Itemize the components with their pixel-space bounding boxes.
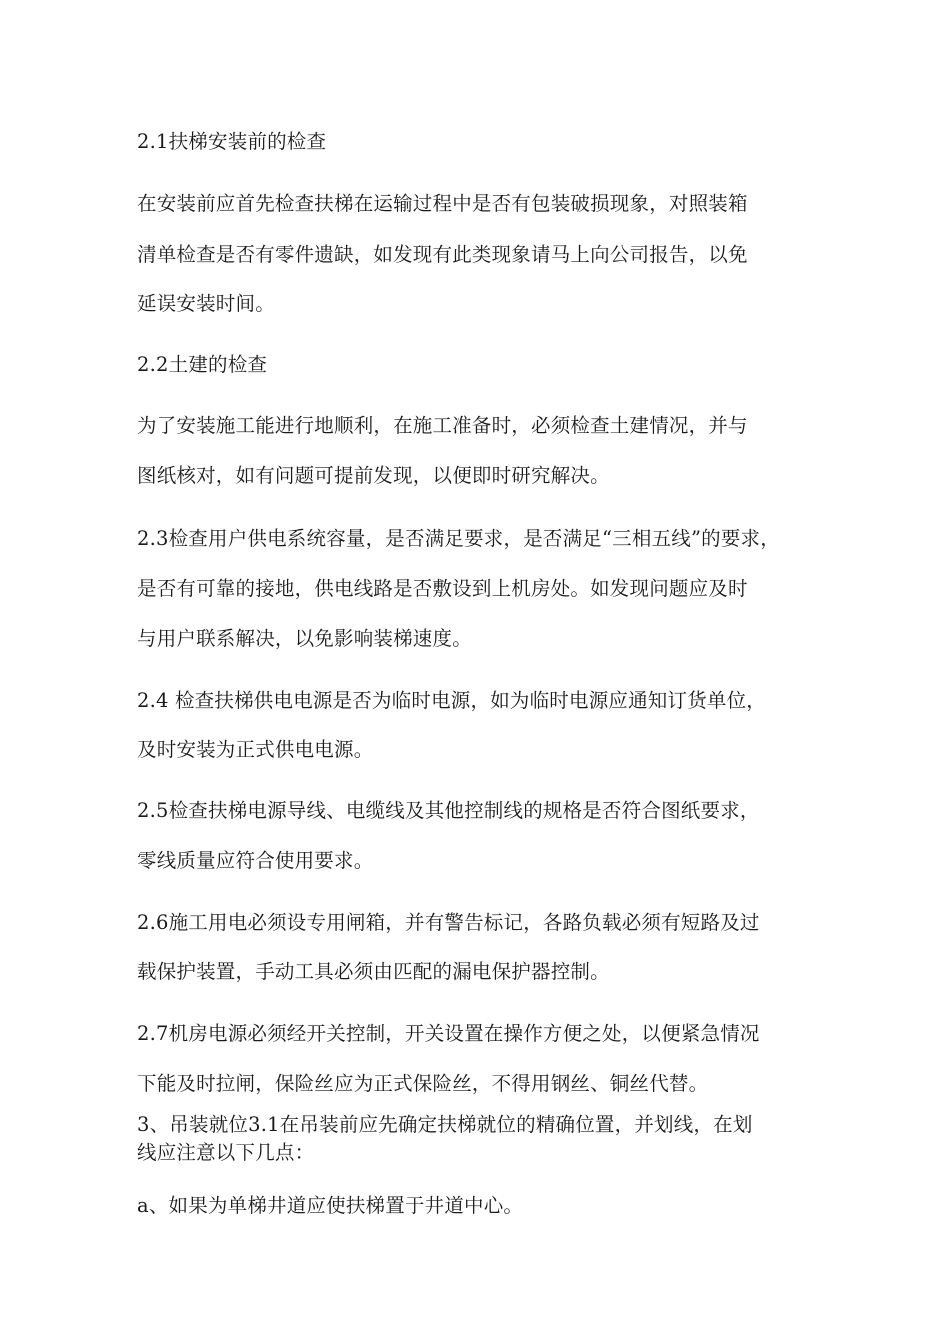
paragraph-line: 图纸核对，如有问题可提前发现，以便即时研究解决。 bbox=[137, 464, 610, 487]
list-item-a: a、如果为单梯井道应使扶梯置于井道中心。 bbox=[137, 1194, 524, 1217]
section-heading-2-1: 2.1扶梯安装前的检查 bbox=[137, 130, 327, 153]
paragraph-line-3: 3、吊装就位3.1在吊装前应先确定扶梯就位的精确位置，并划线，在划 bbox=[137, 1113, 753, 1136]
paragraph-line: 清单检查是否有零件遗缺，如发现有此类现象请马上向公司报告，以免 bbox=[137, 243, 748, 266]
paragraph-line-2-3: 2.3检查用户供电系统容量，是否满足要求，是否满足“三相五线”的要求， bbox=[137, 527, 780, 550]
paragraph-line-2-5: 2.5检查扶梯电源导线、电缆线及其他控制线的规格是否符合图纸要求， bbox=[137, 799, 760, 822]
paragraph-line: 及时安装为正式供电电源。 bbox=[137, 738, 374, 761]
paragraph-line-2-7: 2.7机房电源必须经开关控制，开关设置在操作方便之处，以便紧急情况 bbox=[137, 1022, 760, 1045]
paragraph-line-2-6: 2.6施工用电必须设专用闸箱，并有警告标记，各路负载必须有短路及过 bbox=[137, 911, 760, 934]
paragraph-line: 载保护装置，手动工具必须由匹配的漏电保护器控制。 bbox=[137, 960, 610, 983]
paragraph-line: 下能及时拉闸，保险丝应为正式保险丝，不得用钢丝、铜丝代替。 bbox=[137, 1072, 709, 1095]
paragraph-line: 线应注意以下几点： bbox=[137, 1141, 315, 1164]
paragraph-line: 延误安装时间。 bbox=[137, 292, 275, 315]
paragraph-line: 与用户联系解决，以免影响装梯速度。 bbox=[137, 627, 472, 650]
paragraph-line: 是否有可靠的接地，供电线路是否敷设到上机房处。如发现问题应及时 bbox=[137, 577, 748, 600]
paragraph-line: 零线质量应符合使用要求。 bbox=[137, 849, 374, 872]
section-heading-2-2: 2.2土建的检查 bbox=[137, 353, 268, 376]
paragraph-line-2-4: 2.4 检查扶梯供电电源是否为临时电源，如为临时电源应通知订货单位， bbox=[137, 689, 767, 712]
paragraph-line: 为了安装施工能进行地顺利，在施工准备时，必须检查土建情况，并与 bbox=[137, 414, 748, 437]
paragraph-line: 在安装前应首先检查扶梯在运输过程中是否有包装破损现象，对照装箱 bbox=[137, 192, 748, 215]
